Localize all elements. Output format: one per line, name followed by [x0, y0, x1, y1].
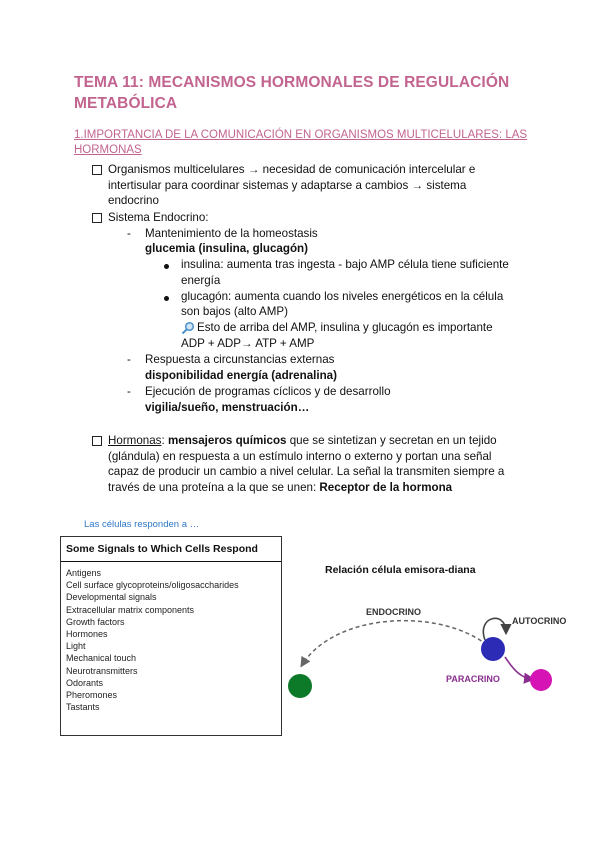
page-title: TEMA 11: MECANISMOS HORMONALES DE REGULACIÓN METABÓLICA [74, 74, 510, 112]
section-heading: 1.IMPORTANCIA DE LA COMUNICACIÓN EN ORGANISMOS MULTICELULARES: LAS HORMONAS [74, 129, 528, 156]
checklist-item-sistema-endocrino [92, 210, 209, 226]
bullet-line: son bajos (alto AMP) [181, 305, 288, 318]
note-line: Esto de arriba del AMP, insulina y glucagón es importante [197, 321, 493, 334]
checkbox-icon[interactable] [92, 213, 102, 223]
bullet-line: insulina: aumenta tras ingesta - bajo AMP célula tiene suficiente [181, 258, 509, 271]
dash-bullet: - [127, 227, 131, 240]
sub-item-label: Mantenimiento de la homeostasis [145, 227, 318, 240]
table-row: Cell surface glycoproteins/oligosaccharides [66, 580, 239, 591]
sub-item-bold: disponibilidad energía (adrenalina) [145, 369, 337, 382]
table-header: Some Signals to Which Cells Respond [61, 537, 281, 562]
autocrine-arrow [483, 618, 506, 640]
checklist-item-organismos [92, 162, 532, 209]
term-hormonas: Hormonas [108, 434, 162, 447]
table-list [61, 562, 281, 713]
item-label: Sistema Endocrino: [108, 211, 209, 224]
target-cell-green [288, 674, 312, 698]
table-row: Developmental signals [66, 592, 157, 603]
table-row: Tastants [66, 702, 100, 713]
checklist-item-hormonas [92, 433, 532, 495]
table-row: Growth factors [66, 616, 125, 627]
table-row: Antigens [66, 568, 102, 578]
sub-item-label: Respuesta a circunstancias externas [145, 353, 335, 366]
bullet-line: glucagón: aumenta cuando los niveles energéticos en la célula [181, 290, 504, 303]
endocrino-label: ENDOCRINO [366, 607, 422, 617]
target-cell-magenta [530, 669, 552, 691]
bold-phrase: mensajeros químicos [167, 434, 287, 447]
line-rest: que se sintetizan y secretan en un tejido [286, 434, 497, 447]
paragraph-line: (glándula) en respuesta a un estímulo interno o externo y portan una señal [108, 449, 492, 463]
paragraph-line [92, 433, 532, 449]
autocrino-label: AUTOCRINO [512, 616, 567, 626]
table-row: Odorants [66, 677, 104, 688]
dash-bullet: - [127, 385, 131, 398]
table-row: Hormones [66, 629, 108, 640]
dash-bullet: - [127, 353, 131, 366]
signals-table [60, 536, 282, 736]
magnifier-icon [181, 321, 195, 335]
signaling-diagram [280, 590, 580, 720]
paragraph-line: capaz de producir un cambio a nivel celular. La señal la transmiten siempre a [108, 465, 505, 479]
table-row: Neurotransmitters [66, 665, 138, 676]
paracrino-label: PARACRINO [446, 674, 500, 684]
table-row: Light [66, 641, 86, 652]
sub-item-bold: vigilia/sueño, menstruación… [145, 401, 310, 414]
item-line: Organismos multicelulares → necesidad de comunicación intercelular e [108, 163, 476, 176]
endocrine-arrow [302, 621, 487, 665]
emitter-cell-blue [481, 637, 505, 661]
table-row: Pheromones [66, 690, 118, 701]
sub-item-label: Ejecución de programas cíclicos y de desarrollo [145, 385, 391, 398]
table-row: Extracellular matrix components [66, 604, 195, 615]
note-line: ADP + ADP→ ATP + AMP [181, 337, 315, 350]
bullet-dot [164, 264, 169, 269]
sub-item-bold: glucemia (insulina, glucagón) [145, 242, 308, 255]
line-start: través de una proteína a la que se unen: [108, 480, 320, 494]
table-row: Mechanical touch [66, 653, 137, 664]
item-line: intertisular para coordinar sistemas y adaptarse a cambios → sistema [108, 178, 467, 192]
paracrine-arrow [505, 657, 532, 679]
checkbox-icon[interactable] [92, 436, 102, 446]
bullet-line: energía [181, 274, 221, 287]
bold-phrase: Receptor de la hormona [319, 480, 453, 494]
figure-caption: Las células responden a … [84, 519, 200, 530]
bullet-dot [164, 296, 169, 301]
item-line: endocrino [108, 194, 159, 208]
diagram-title: Relación célula emisora-diana [325, 564, 476, 576]
paragraph-line [92, 480, 532, 496]
term-colon: : [161, 434, 168, 447]
checkbox-icon[interactable] [92, 165, 102, 175]
